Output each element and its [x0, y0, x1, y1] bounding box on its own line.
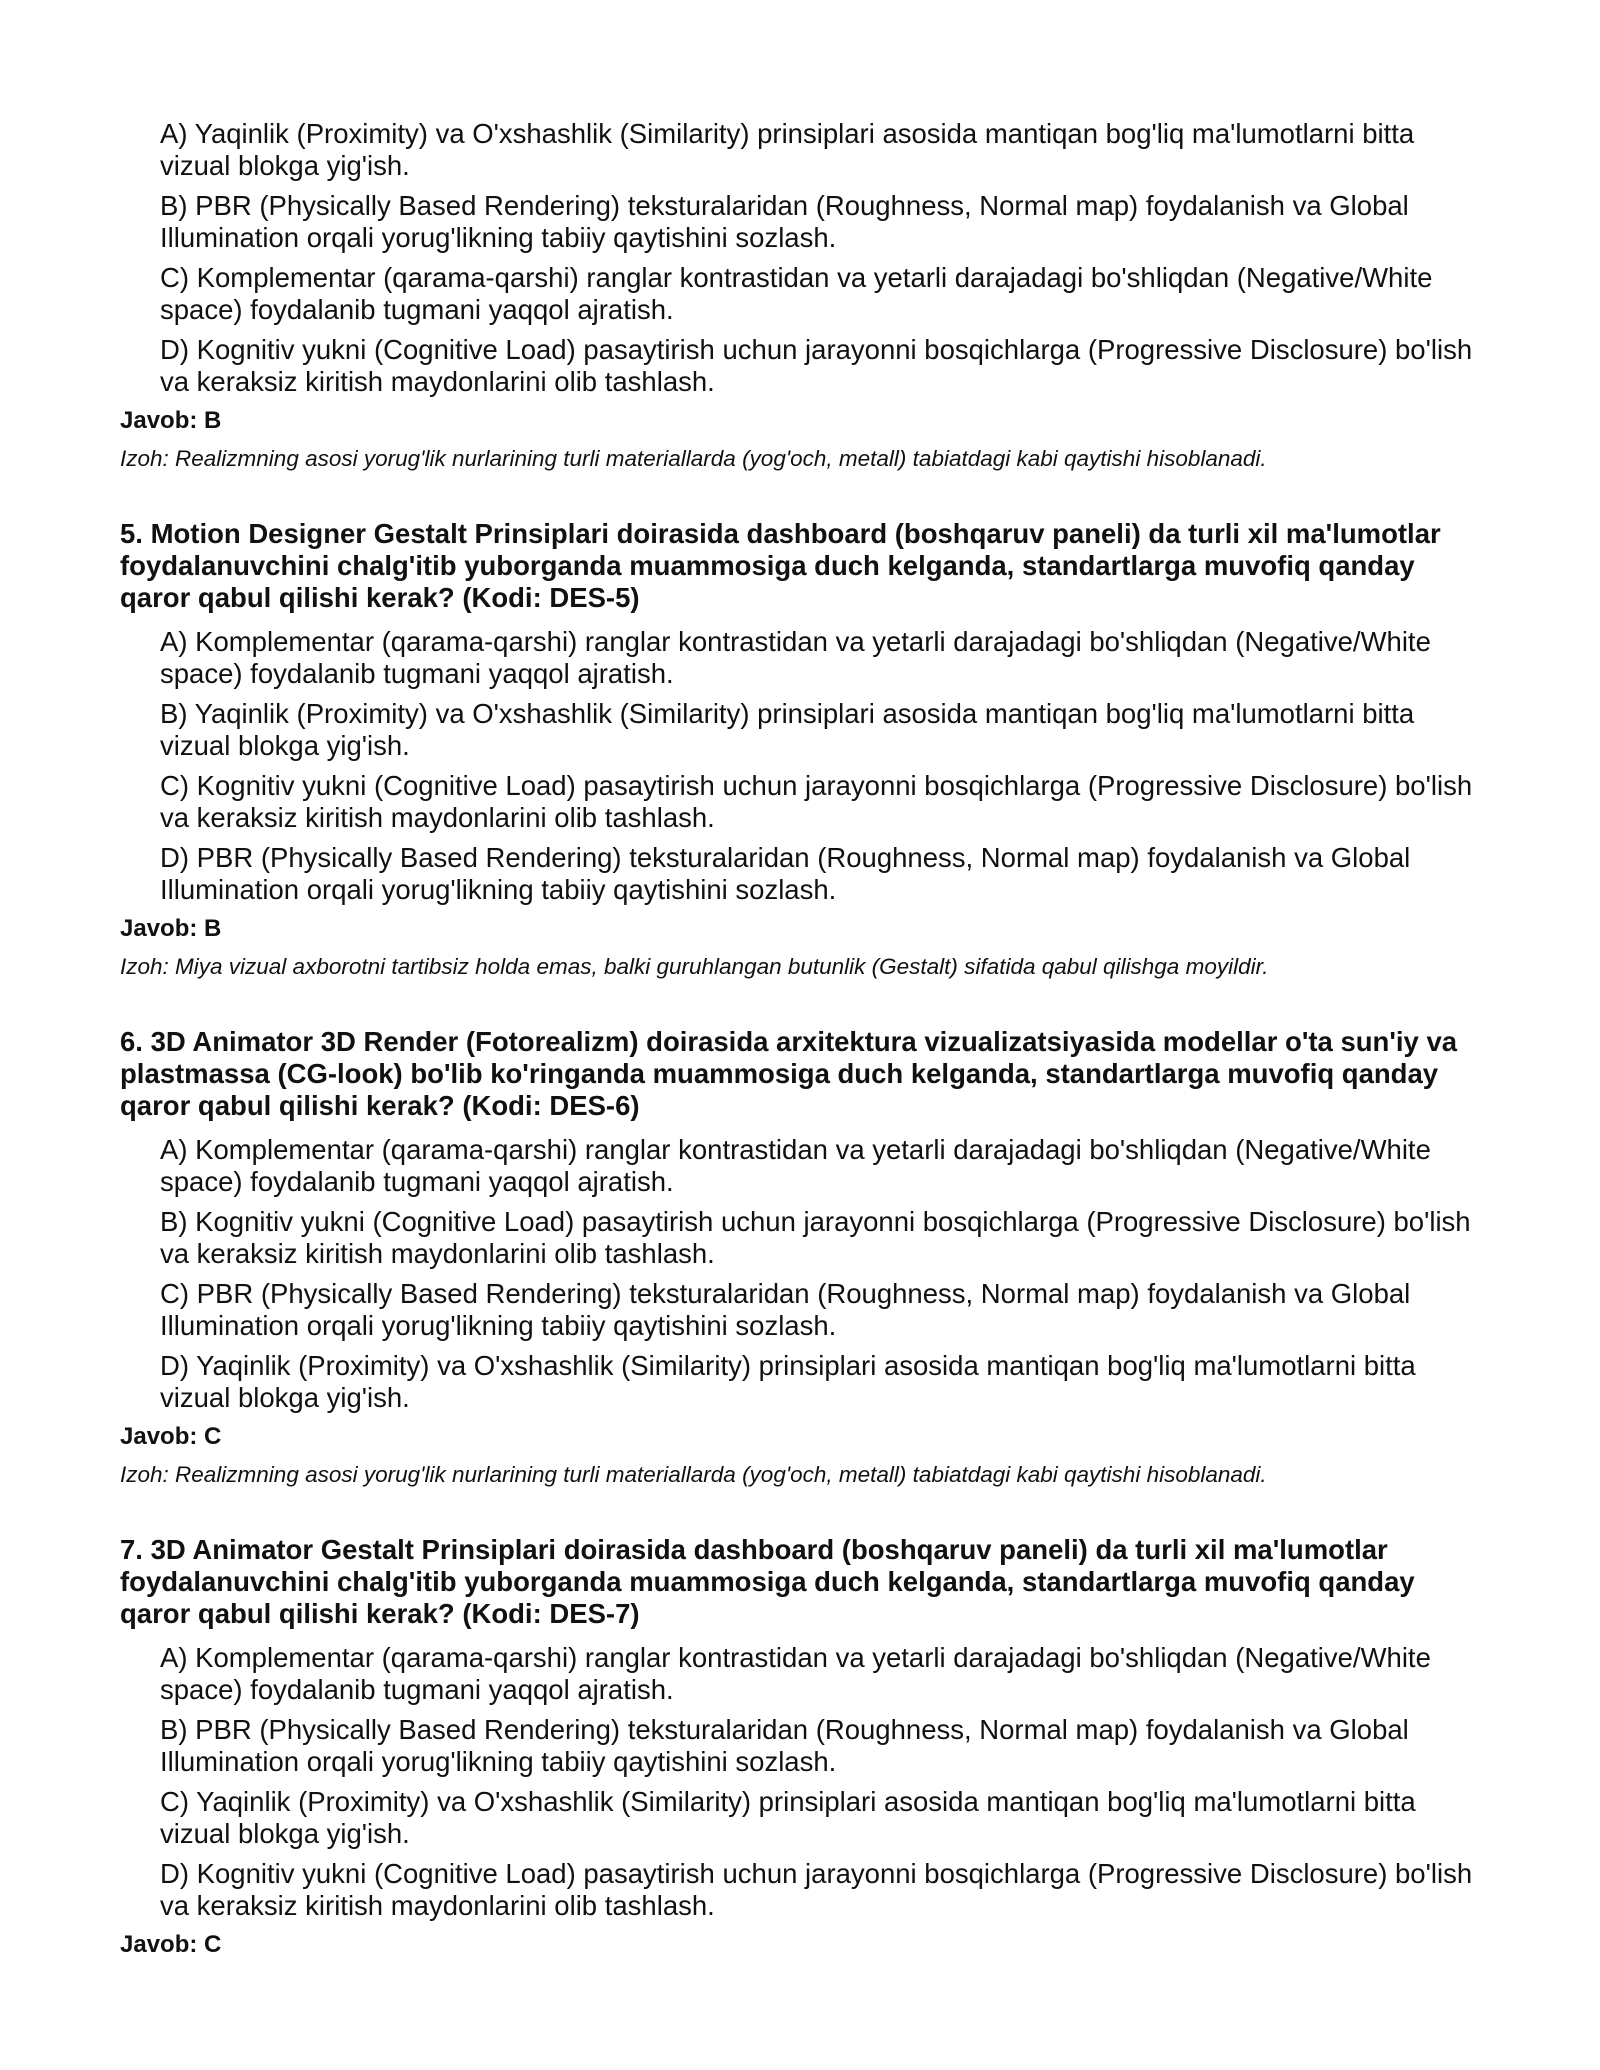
option-a: A) Yaqinlik (Proximity) va O'xshashlik (Similarity) prinsiplari asosida mantiqan bog'liq ma'lumotlarni bitta vizual blokga yig'ish. [160, 118, 1415, 181]
option-c: C) Komplementar (qarama-qarshi) ranglar kontrastidan va yetarli darajadagi bo'shliqdan (Negative/White space) foydalanib tugmani yaqqol ajratish. [160, 262, 1433, 325]
question-title: 5. Motion Designer Gestalt Prinsiplari doirasida dashboard (boshqaruv paneli) da turli xil ma'lumotlar foydalanuvchini chalg'itib yuborganda muammosiga duch kelganda, standartlarga muvofiq qanday qaror qabul qilishi kerak? (Kodi: DES-5) [120, 518, 1441, 613]
options-list [160, 1134, 1490, 1414]
option-b: B) Yaqinlik (Proximity) va O'xshashlik (Similarity) prinsiplari asosida mantiqan bog'liq ma'lumotlarni bitta vizual blokga yig'ish. [160, 698, 1415, 761]
explanation-note: Izoh: Realizmning asosi yorug'lik nurlarining turli materiallarda (yog'och, metall) tabiatdagi kabi qaytishi hisoblanadi. [120, 446, 1267, 471]
question-7 [120, 1534, 1490, 1960]
option-c: C) PBR (Physically Based Rendering) teksturalaridan (Roughness, Normal map) foydalanish va Global Illumination orqali yorug'likning tabiiy qaytishini sozlash. [160, 1278, 1411, 1341]
option-d: D) Yaqinlik (Proximity) va O'xshashlik (Similarity) prinsiplari asosida mantiqan bog'liq ma'lumotlarni bitta vizual blokga yig'ish. [160, 1350, 1416, 1413]
option-b: B) PBR (Physically Based Rendering) teksturalaridan (Roughness, Normal map) foydalanish va Global Illumination orqali yorug'likning tabiiy qaytishini sozlash. [160, 190, 1409, 253]
question-6 [120, 1026, 1490, 1490]
option-b: B) PBR (Physically Based Rendering) teksturalaridan (Roughness, Normal map) foydalanish va Global Illumination orqali yorug'likning tabiiy qaytishini sozlash. [160, 1714, 1409, 1777]
options-list [160, 626, 1490, 906]
answer-label: Javob: B [120, 915, 222, 942]
option-c: C) Kognitiv yukni (Cognitive Load) pasaytirish uchun jarayonni bosqichlarga (Progressive Disclosure) bo'lish va keraksiz kiritish maydonlarini olib tashlash. [160, 770, 1473, 833]
option-d: D) PBR (Physically Based Rendering) teksturalaridan (Roughness, Normal map) foydalanish va Global Illumination orqali yorug'likning tabiiy qaytishini sozlash. [160, 842, 1411, 905]
answer-label: Javob: C [120, 1931, 222, 1958]
question-5 [120, 518, 1490, 982]
option-a: A) Komplementar (qarama-qarshi) ranglar kontrastidan va yetarli darajadagi bo'shliqdan (Negative/White space) foydalanib tugmani yaqqol ajratish. [160, 626, 1431, 689]
options-list [160, 1642, 1490, 1922]
options-list [160, 118, 1490, 398]
option-d: D) Kognitiv yukni (Cognitive Load) pasaytirish uchun jarayonni bosqichlarga (Progressive Disclosure) bo'lish va keraksiz kiritish maydonlarini olib tashlash. [160, 1858, 1473, 1921]
explanation-note: Izoh: Realizmning asosi yorug'lik nurlarining turli materiallarda (yog'och, metall) tabiatdagi kabi qaytishi hisoblanadi. [120, 1462, 1267, 1487]
question-title: 7. 3D Animator Gestalt Prinsiplari doirasida dashboard (boshqaruv paneli) da turli xil ma'lumotlar foydalanuvchini chalg'itib yuborganda muammosiga duch kelganda, standartlarga muvofiq qanday qaror qabul qilishi kerak? (Kodi: DES-7) [120, 1534, 1415, 1629]
answer-label: Javob: B [120, 407, 222, 434]
answer-label: Javob: C [120, 1423, 222, 1450]
document-page [120, 118, 1490, 1968]
option-d: D) Kognitiv yukni (Cognitive Load) pasaytirish uchun jarayonni bosqichlarga (Progressive Disclosure) bo'lish va keraksiz kiritish maydonlarini olib tashlash. [160, 334, 1473, 397]
option-b: B) Kognitiv yukni (Cognitive Load) pasaytirish uchun jarayonni bosqichlarga (Progressive Disclosure) bo'lish va keraksiz kiritish maydonlarini olib tashlash. [160, 1206, 1471, 1269]
option-a: A) Komplementar (qarama-qarshi) ranglar kontrastidan va yetarli darajadagi bo'shliqdan (Negative/White space) foydalanib tugmani yaqqol ajratish. [160, 1134, 1431, 1197]
option-c: C) Yaqinlik (Proximity) va O'xshashlik (Similarity) prinsiplari asosida mantiqan bog'liq ma'lumotlarni bitta vizual blokga yig'ish. [160, 1786, 1416, 1849]
question-4-continuation [120, 118, 1490, 474]
explanation-note: Izoh: Miya vizual axborotni tartibsiz holda emas, balki guruhlangan butunlik (Gestalt) sifatida qabul qilishga moyildir. [120, 954, 1269, 979]
option-a: A) Komplementar (qarama-qarshi) ranglar kontrastidan va yetarli darajadagi bo'shliqdan (Negative/White space) foydalanib tugmani yaqqol ajratish. [160, 1642, 1431, 1705]
question-title: 6. 3D Animator 3D Render (Fotorealizm) doirasida arxitektura vizualizatsiyasida modellar o'ta sun'iy va plastmassa (CG-look) bo'lib ko'ringanda muammosiga duch kelganda, standartlarga muvofiq qanday qaror qabul qilishi kerak? (Kodi: DES-6) [120, 1026, 1458, 1121]
